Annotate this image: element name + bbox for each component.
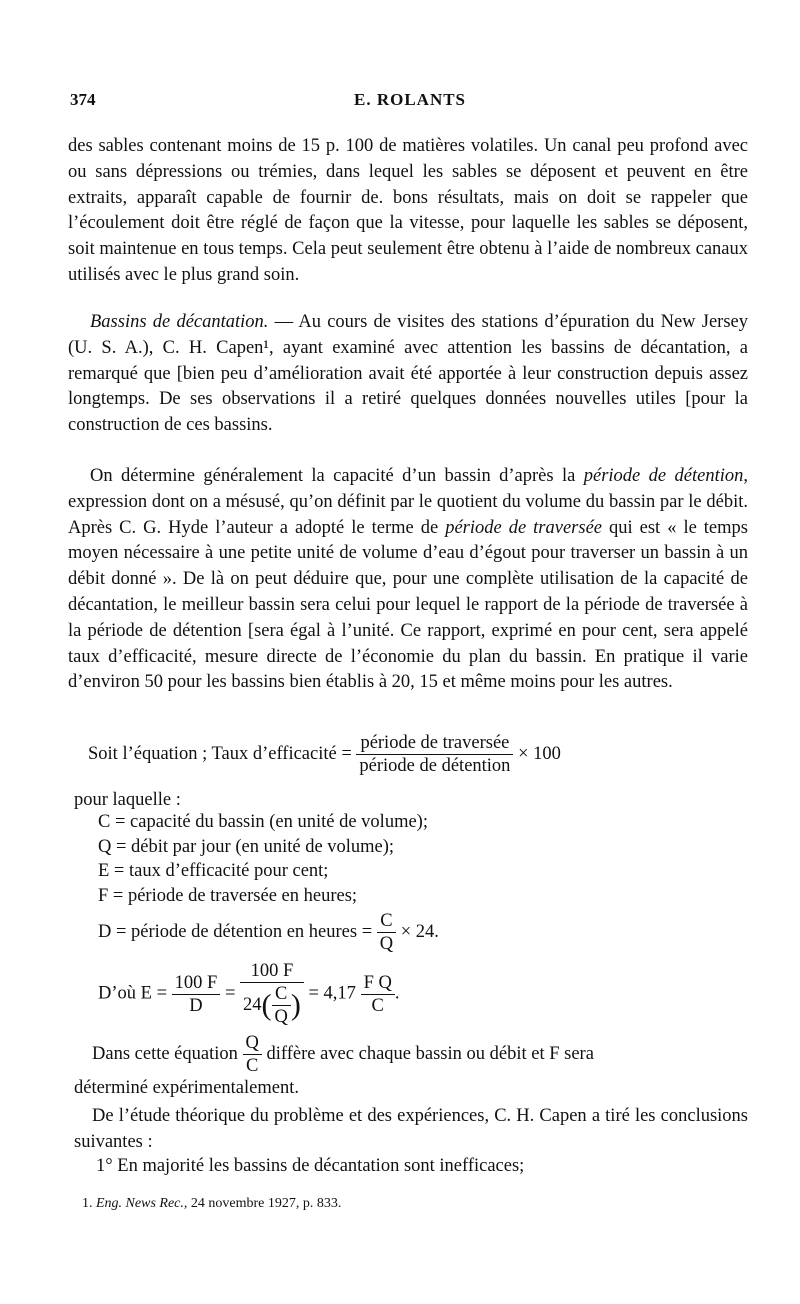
running-title: E. ROLANTS xyxy=(353,90,467,109)
factor: 24 xyxy=(243,994,262,1015)
list-item: 1° En majorité les bassins de décantation sont inefficaces; xyxy=(96,1156,525,1176)
text-run: diffère avec chaque bassin ou débit et F sera xyxy=(266,1043,594,1064)
fraction xyxy=(272,983,291,1028)
text-run: On détermine généralement la capacité d’un bassin d’après la xyxy=(90,466,584,486)
paragraph-conclusions: De l’étude théorique du problème et des expériences, C. H. Capen a tiré les conclusions suivantes : xyxy=(74,1106,748,1152)
equals-value: = 4,17 xyxy=(308,983,356,1004)
fraction-denominator: période de détention xyxy=(359,756,511,776)
fraction-numerator: période de traversée xyxy=(356,732,513,755)
term-detention: période de détention xyxy=(583,466,744,486)
definition-d-tail: × 24. xyxy=(400,921,439,942)
footnote-source: Eng. News Rec. xyxy=(96,1196,184,1211)
fraction-numerator: C xyxy=(272,983,291,1006)
fraction xyxy=(240,960,304,1028)
footnote-rest: , 24 novembre 1927, p. 833. xyxy=(183,1196,342,1211)
page-header xyxy=(70,90,750,114)
fraction-numerator: F Q xyxy=(361,972,395,995)
term-traversee: période de traversée xyxy=(445,517,602,538)
fraction-numerator: 100 F xyxy=(172,972,221,995)
fraction-denominator xyxy=(240,983,304,1028)
fraction-numerator: 100 F xyxy=(240,960,304,983)
fraction xyxy=(356,732,513,777)
fraction xyxy=(377,910,396,955)
fraction xyxy=(172,972,221,1017)
paragraph-bassins-body: — Au cours de visites des stations d’épuration du New Jersey (U. S. A.), C. H. Capen¹, ayant examiné avec attention les bassins de décantation, a remarqué que [bien peu d’amélioration avait été apportée à leur construction depuis assez longtemps. De ses observations il a retiré quelques données nouvelles utiles [pour la construction de ces bassins. xyxy=(68,312,749,436)
fraction-numerator: Q xyxy=(243,1032,262,1055)
equation-taux xyxy=(88,732,561,777)
paragraph-dans-line2: déterminé expérimentalement. xyxy=(74,1078,299,1098)
fraction-denominator: C xyxy=(371,995,384,1016)
definition-e: E = taux d’efficacité pour cent; xyxy=(98,861,329,881)
footnote xyxy=(82,1196,341,1212)
fraction-denominator: C xyxy=(246,1056,259,1076)
equation-lhs: Soit l’équation ; Taux d’efficacité = xyxy=(88,743,352,764)
paragraph-bassins xyxy=(68,310,748,439)
paragraph-sables: des sables contenant moins de 15 p. 100 de matières volatiles. Un canal peu profond avec ou sans dépressions ou trémies, dans lequel les sables se déposent et peuvent en être extraits, apparaît capable de fournir de. bons résultats, mais on doit se rappeler que l’écoulement doit être réglé de façon que la vitesse, pour laquelle les sables se déposent, soit maintenue en tous temps. Cela peut seulement être obtenu à l’aide de nombreux canaux utilisés avec le plus grand soin. xyxy=(68,136,748,285)
equals-sign: = xyxy=(224,983,236,1004)
text-run: Dans cette équation xyxy=(92,1043,238,1064)
definition-d xyxy=(98,910,439,955)
period: . xyxy=(394,983,400,1004)
fraction-denominator: D xyxy=(189,995,203,1016)
fraction xyxy=(361,972,395,1017)
definition-f: F = période de traversée en heures; xyxy=(98,885,358,906)
fraction-denominator: Q xyxy=(379,934,394,954)
definition-c: C = capacité du bassin (en unité de volume); xyxy=(98,812,428,832)
equation-rhs: × 100 xyxy=(518,743,561,764)
close-paren: ) xyxy=(290,988,301,1022)
page-number: 374 xyxy=(70,90,96,109)
open-paren: ( xyxy=(261,988,272,1022)
fraction-denominator: Q xyxy=(274,1007,288,1027)
paragraph-periode xyxy=(68,464,748,696)
fraction xyxy=(243,1032,262,1077)
definitions-list xyxy=(98,810,428,908)
fraction-numerator: C xyxy=(377,910,396,933)
paragraph-dans xyxy=(92,1032,748,1077)
equation-prefix: D’où E = xyxy=(98,983,168,1004)
equation-donc xyxy=(98,960,399,1028)
pour-laquelle: pour laquelle : xyxy=(74,790,181,810)
text-run: qui est « le temps moyen nécessaire à une petite unité de volume d’eau d’égout pour traverser un bassin à un débit donné ». De là on peut déduire que, pour une complète utilisation de la capacité de décantation, le meilleur bassin sera celui pour lequel le rapport de la période de traversée à la période de détention [sera égal à l’unité. Ce rapport, exprimé en pour cent, sera appelé taux d’efficacité, mesure directe de l’économie du plan du bassin. En pratique il varie d’environ 50 pour les bassins bien établis à 20, 15 et même moins pour les autres. xyxy=(68,517,748,693)
definition-q: Q = débit par jour (en unité de volume); xyxy=(98,836,395,857)
section-title: Bassins de décantation. xyxy=(90,312,269,332)
definition-d-text: D = période de détention en heures = xyxy=(98,921,373,942)
text-run: , expression dont on a mésusé, qu’on définit par le quotient du volume du bassin par le débit. Après C. G. Hyde l’auteur a adopté le terme de xyxy=(68,466,748,538)
footnote-mark: 1. xyxy=(82,1196,93,1211)
